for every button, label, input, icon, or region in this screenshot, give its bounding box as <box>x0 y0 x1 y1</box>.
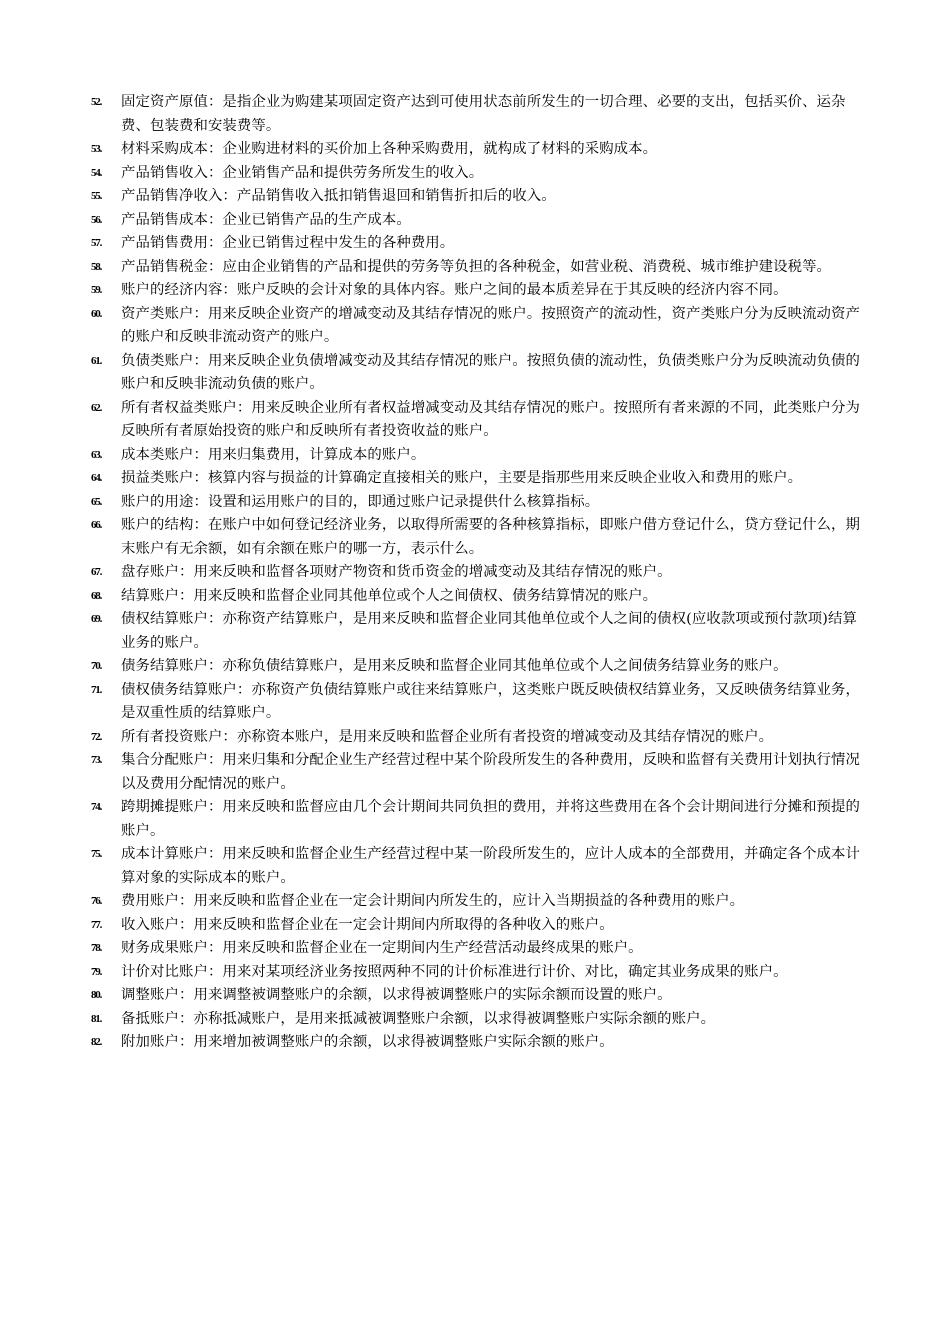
definition-entry <box>91 303 871 350</box>
entry-number: 69. <box>91 613 102 625</box>
entry-number: 59. <box>91 284 102 296</box>
entry-number: 77. <box>91 918 102 931</box>
entry-text: 资产类账户：用来反映企业资产的增减变动及其结存情况的账户。按照资产的流动性，资产类账户分为反映流动资产的账户和反映非流动资产的账户。 <box>121 305 861 345</box>
definition-entry <box>91 256 871 280</box>
entry-text: 计价对比账户：用来对某项经济业务按照两种不同的计价标准进行计价、对比，确定其业务成果的账户。 <box>121 963 788 980</box>
entry-text: 产品销售净收入：产品销售收入抵扣销售退回和销售折扣后的收入。 <box>121 188 556 204</box>
entry-text: 账户的用途：设置和运用账户的目的，即通过账户记录提供什么核算指标。 <box>121 493 600 510</box>
entry-text: 调整账户：用来调整被调整账户的余额，以求得被调整账户的实际余额而设置的账户。 <box>121 987 672 1003</box>
term-definition-list <box>91 91 871 1055</box>
entry-number: 79. <box>91 965 102 978</box>
entry-text: 账户的结构：在账户中如何登记经济业务，以取得所需要的各种核算指标，即账户借方登记什么，贷方登记什么，期末账户有无余额，如有余额在账户的哪一方，表示什么。 <box>121 517 861 557</box>
entry-number: 73. <box>91 754 102 766</box>
entry-number: 55. <box>91 190 102 202</box>
definition-entry <box>91 397 871 444</box>
entry-text: 固定资产原值：是指企业为购建某项固定资产达到可使用状态前所发生的一切合理、必要的支出，包括买价、运杂费、包装费和安装费等。 <box>121 94 846 134</box>
definition-entry <box>91 444 871 468</box>
definition-entry <box>91 350 871 397</box>
definition-entry <box>91 890 871 914</box>
definition-entry <box>91 1008 871 1032</box>
entry-text: 集合分配账户：用来归集和分配企业生产经营过程中某个阶段所发生的各种费用，反映和监督有关费用计划执行情况以及费用分配情况的账户。 <box>121 752 861 792</box>
definition-entry <box>91 209 871 233</box>
entry-number: 66. <box>91 519 102 531</box>
entry-number: 74. <box>91 801 102 813</box>
entry-number: 62. <box>91 401 102 414</box>
definition-entry <box>91 961 871 985</box>
definition-entry <box>91 608 871 655</box>
definition-entry <box>91 185 871 209</box>
entry-number: 78. <box>91 942 102 954</box>
entry-number: 71. <box>91 683 102 696</box>
definition-entry <box>91 585 871 609</box>
entry-text: 结算账户：用来反映和监督企业同其他单位或个人之间债权、债务结算情况的账户。 <box>121 587 658 604</box>
entry-text: 附加账户：用来增加被调整账户的余额，以求得被调整账户实际余额的账户。 <box>121 1034 614 1050</box>
definition-entry <box>91 679 871 726</box>
entry-number: 56. <box>91 213 102 226</box>
definition-entry <box>91 796 871 843</box>
entry-number: 54. <box>91 166 102 179</box>
entry-number: 75. <box>91 848 102 860</box>
entry-text: 账户的经济内容：账户反映的会计对象的具体内容。账户之间的最本质差异在于其反映的经济内容不同。 <box>121 282 788 298</box>
entry-text: 所有者权益类账户：用来反映企业所有者权益增减变动及其结存情况的账户。按照所有者来源的不同，此类账户分为反映所有者原始投资的账户和反映所有者投资收益的账户。 <box>121 399 861 439</box>
entry-text: 产品销售成本：企业已销售产品的生产成本。 <box>121 211 411 228</box>
definition-entry <box>91 749 871 796</box>
entry-number: 72. <box>91 730 102 743</box>
entry-number: 58. <box>91 260 102 273</box>
definition-entry <box>91 984 871 1008</box>
definition-entry <box>91 1031 871 1055</box>
definition-entry <box>91 162 871 186</box>
entry-number: 61. <box>91 354 102 367</box>
definition-entry <box>91 514 871 561</box>
entry-text: 财务成果账户：用来反映和监督企业在一定期间内生产经营活动最终成果的账户。 <box>121 940 643 956</box>
definition-entry <box>91 491 871 515</box>
entry-number: 63. <box>91 448 102 461</box>
entry-number: 70. <box>91 660 102 672</box>
entry-number: 68. <box>91 589 102 602</box>
entry-number: 76. <box>91 895 102 907</box>
entry-text: 债权结算账户：亦称资产结算账户，是用来反映和监督企业同其他单位或个人之间的债权(应收款项或预付款项)结算业务的账户。 <box>121 611 857 651</box>
entry-number: 52. <box>91 96 102 108</box>
entry-text: 债务结算账户：亦称负债结算账户，是用来反映和监督企业同其他单位或个人之间债务结算业务的账户。 <box>121 658 788 674</box>
entry-text: 产品销售税金：应由企业销售的产品和提供的劳务等负担的各种税金，如营业税、消费税、城市维护建设税等。 <box>121 258 832 275</box>
definition-entry <box>91 937 871 961</box>
entry-number: 67. <box>91 566 102 578</box>
definition-entry <box>91 232 871 256</box>
entry-text: 材料采购成本：企业购进材料的买价加上各种采购费用，就构成了材料的采购成本。 <box>121 141 658 157</box>
entry-text: 收入账户：用来反映和监督企业在一定会计期间内所取得的各种收入的账户。 <box>121 916 614 933</box>
entry-text: 成本类账户：用来归集费用，计算成本的账户。 <box>121 446 426 463</box>
entry-text: 成本计算账户：用来反映和监督企业生产经营过程中某一阶段所发生的，应计人成本的全部费用，并确定各个成本计算对象的实际成本的账户。 <box>121 846 861 886</box>
entry-text: 费用账户：用来反映和监督企业在一定会计期间内所发生的，应计入当期损益的各种费用的账户。 <box>121 893 745 909</box>
definition-entry <box>91 91 871 138</box>
definition-entry <box>91 561 871 585</box>
entry-text: 产品销售费用：企业已销售过程中发生的各种费用。 <box>121 235 455 251</box>
entry-number: 64. <box>91 472 102 484</box>
entry-number: 53. <box>91 143 102 155</box>
entry-text: 跨期摊提账户：用来反映和监督应由几个会计期间共同负担的费用，并将这些费用在各个会计期间进行分摊和预提的账户。 <box>121 799 861 839</box>
entry-number: 65. <box>91 495 102 508</box>
definition-entry <box>91 726 871 750</box>
entry-text: 所有者投资账户：亦称资本账户，是用来反映和监督企业所有者投资的增减变动及其结存情况的账户。 <box>121 728 774 745</box>
entry-text: 损益类账户：核算内容与损益的计算确定直接相关的账户，主要是指那些用来反映企业收入和费用的账户。 <box>121 470 803 486</box>
entry-number: 81. <box>91 1012 102 1025</box>
definition-entry <box>91 138 871 162</box>
definition-entry <box>91 467 871 491</box>
entry-number: 60. <box>91 307 102 320</box>
entry-text: 负债类账户：用来反映企业负债增减变动及其结存情况的账户。按照负债的流动性，负债类账户分为反映流动负债的账户和反映非流动负债的账户。 <box>121 352 861 392</box>
entry-number: 82. <box>91 1036 102 1048</box>
definition-entry <box>91 843 871 890</box>
entry-text: 产品销售收入：企业销售产品和提供劳务所发生的收入。 <box>121 164 484 181</box>
entry-text: 备抵账户：亦称抵减账户，是用来抵减被调整账户余额，以求得被调整账户实际余额的账户。 <box>121 1010 716 1027</box>
entry-text: 盘存账户：用来反映和监督各项财产物资和货币资金的增减变动及其结存情况的账户。 <box>121 564 672 580</box>
entry-text: 债权债务结算账户：亦称资产负债结算账户或往来结算账户，这类账户既反映债权结算业务，又反映债务结算业务，是双重性质的结算账户。 <box>121 681 861 721</box>
definition-entry <box>91 914 871 938</box>
definition-entry <box>91 655 871 679</box>
definition-entry <box>91 279 871 303</box>
entry-number: 57. <box>91 237 102 249</box>
entry-number: 80. <box>91 989 102 1001</box>
